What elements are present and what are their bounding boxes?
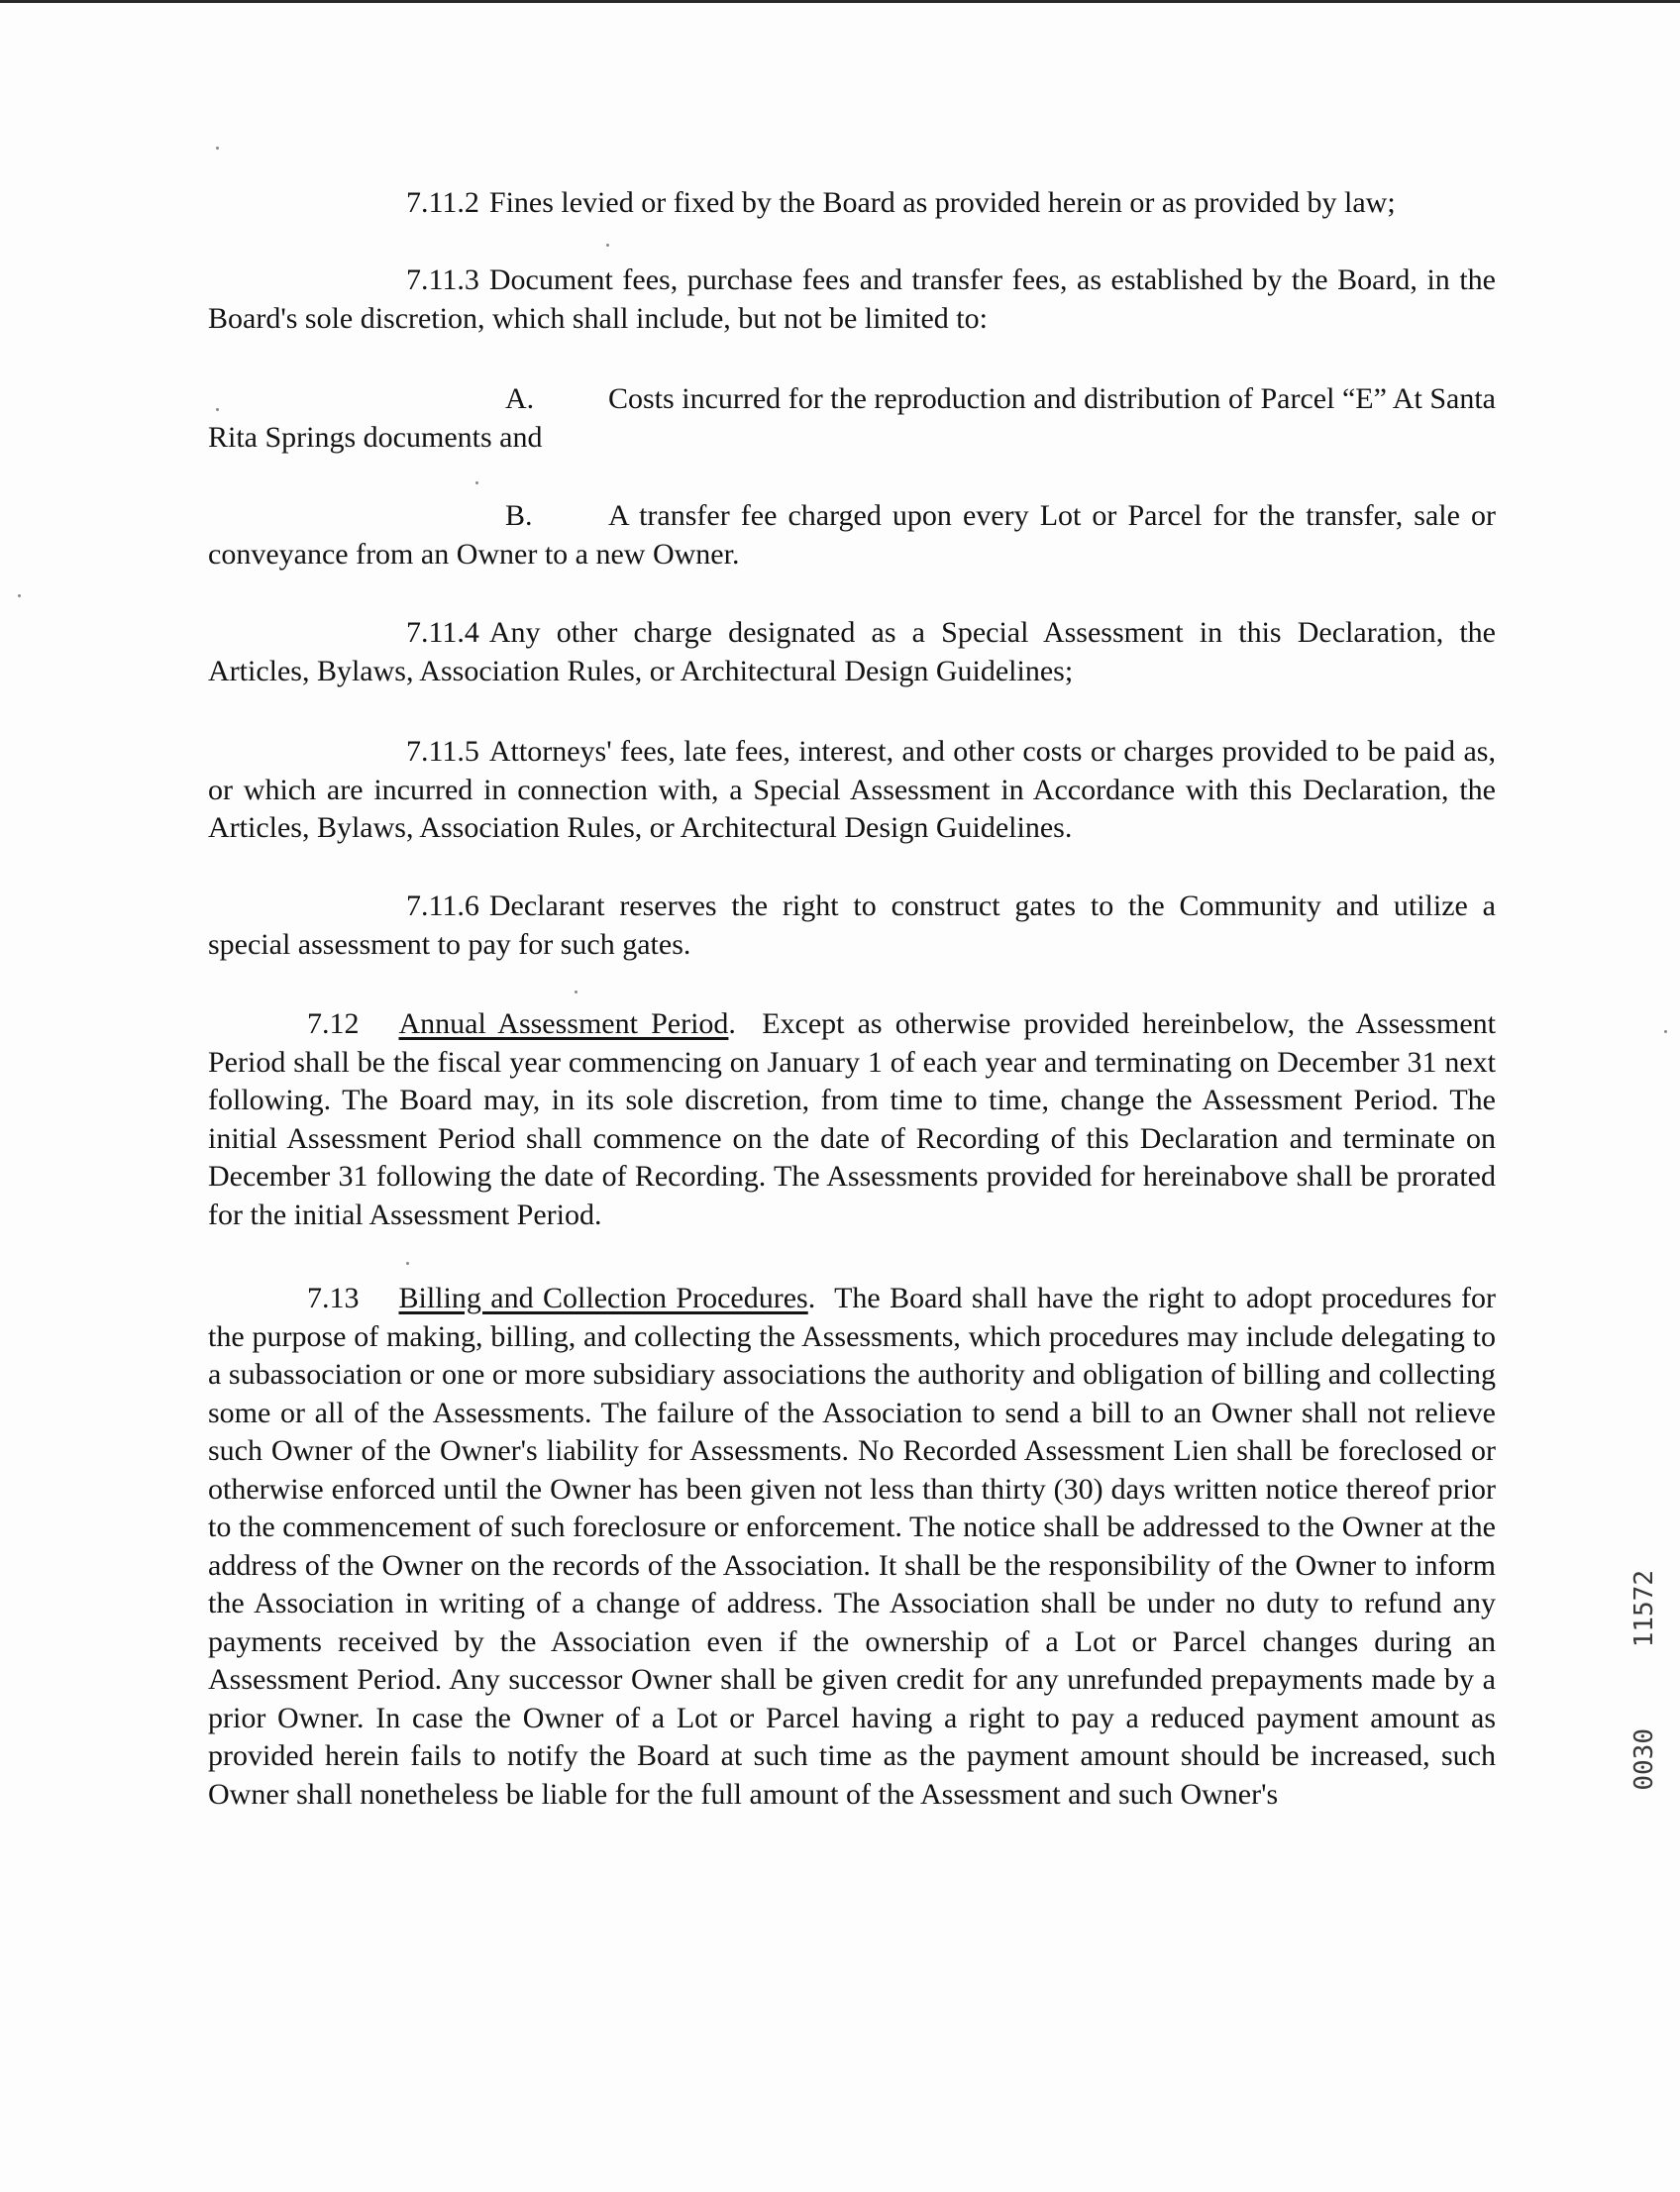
clause-7-11-2 [208, 184, 1496, 223]
sub-clause-letter: B. [505, 499, 533, 532]
section-number: 7.12 [307, 1007, 360, 1040]
clause-text: Declarant reserves the right to construct gates to the Community and utilize a special assessment to pay for such gates. [208, 889, 1496, 961]
section-heading: Annual Assessment Period [398, 1007, 729, 1040]
scan-speck [575, 991, 578, 993]
sub-clause-letter: A. [505, 382, 535, 415]
recording-stamp-bottom [1625, 1728, 1664, 1798]
clause-number: 7.11.2 [406, 186, 479, 219]
section-text: Except as otherwise provided hereinbelow, the Assessment Period shall be the fiscal year commencing on January 1 of each year and terminating on December 31 next following. The Board may, in its sole discretion, from time to time, change the Assessment Period. The initial Assessment Period shall commence on the date of Recording of this Declaration and terminate on December 31 following the date of Recording. The Assessments provided for hereinabove shall be prorated for the initial Assessment Period. [208, 1007, 1497, 1231]
clause-text: Costs incurred for the reproduction and distribution of Parcel “E” At Santa Rita Springs documents and [208, 382, 1496, 454]
scan-speck [1664, 1030, 1667, 1033]
scan-speck [606, 244, 609, 247]
clause-7-11-3 [208, 261, 1496, 338]
clause-text: Fines levied or fixed by the Board as provided herein or as provided by law; [488, 186, 1396, 219]
scan-speck [18, 594, 21, 597]
clause-7-11-6 [208, 887, 1496, 964]
section-7-13: 7.13 Billing and Collection Procedures. The Board shall have the right to adopt procedures for the purpose of making, billing, and collecting the Assessments, which procedures may include delegating to a subassociation or one or more subsidiary associations the authority and obligation of billing and collecting some or all of the Assessments. The failure of the Association to send a bill to an Owner shall not relieve such Owner of the Owner's liability for Assessments. No Recorded Assessment Lien shall be foreclosed or otherwise enforced until the Owner has been given not less than thirty (30) days written notice thereof prior to the commencement of such foreclosure or enforcement. The notice shall be addressed to the Owner at the address of the Owner on the records of the Association. It shall be the responsibility of the Owner to inform the Association in writing of a change of address. The Association shall be under no duty to refund any payments received by the Association even if the ownership of a Lot or Parcel changes during an Assessment Period. Any successor Owner shall be given credit for any unrefunded prepayments made by a prior Owner. In case the Owner of a Lot or Parcel having a right to pay a reduced payment amount as provided herein fails to notify the Board at such time as the payment amount should be increased, such Owner shall nonetheless be liable for the full amount of the Assessment and such Owner's [208, 1282, 1497, 1811]
clause-number: 7.11.3 [406, 263, 479, 296]
scan-speck [406, 1262, 409, 1265]
page-top-edge [0, 0, 1680, 3]
recording-stamp-top [1625, 1570, 1664, 1654]
scan-speck [475, 481, 478, 484]
section-number: 7.13 [307, 1282, 360, 1314]
clause-text: A transfer fee charged upon every Lot or Parcel for the transfer, sale or conveyance from an Owner to a new Owner. [208, 499, 1496, 571]
section-text: The Board shall have the right to adopt procedures for the purpose of making, billing, and collecting the Assessments, which procedures may include delegating to a subassociation or one or more subsidiary associations the authority and obligation of billing and collecting some or all of the Assessments. The failure of the Association to send a bill to an Owner shall not relieve such Owner of the Owner's liability for Assessments. No Recorded Assessment Lien shall be foreclosed or otherwise enforced until the Owner has been given not less than thirty (30) days written notice thereof prior to the commencement of such foreclosure or enforcement. The notice shall be addressed to the Owner at the address of the Owner on the records of the Association. It shall be the responsibility of the Owner to inform the Association in writing of a change of address. The Association shall be under no duty to refund any payments received by the Association even if the ownership of a Lot or Parcel changes during an Assessment Period. Any successor Owner shall be given credit for any unrefunded prepayments made by a prior Owner. In case the Owner of a Lot or Parcel having a right to pay a reduced payment amount as provided herein fails to notify the Board at such time as the payment amount should be increased, such Owner shall nonetheless be liable for the full amount of the Assessment and such Owner's [208, 1282, 1497, 1811]
scan-speck [216, 408, 219, 411]
recording-number-bottom: 0030 [1629, 1728, 1659, 1791]
sub-clause-b [208, 497, 1496, 574]
recording-number-top: 11572 [1629, 1570, 1659, 1648]
clause-text: Document fees, purchase fees and transfer fees, as established by the Board, in the Board's sole discretion, which shall include, but not be limited to: [208, 263, 1496, 335]
clause-7-11-4 [208, 614, 1496, 690]
clause-text: Any other charge designated as a Special Assessment in this Declaration, the Articles, Bylaws, Association Rules, or Architectural Design Guidelines; [208, 616, 1496, 687]
sub-clause-a [208, 380, 1496, 457]
clause-7-11-5 [208, 733, 1496, 848]
clause-number: 7.11.6 [406, 889, 479, 922]
clause-number: 7.11.4 [406, 616, 479, 649]
scan-speck [216, 147, 219, 150]
section-heading: Billing and Collection Procedures [398, 1282, 808, 1314]
clause-number: 7.11.5 [406, 735, 479, 768]
clause-text: Attorneys' fees, late fees, interest, and other costs or charges provided to be paid as, or which are incurred in connection with, a Special Assessment in Accordance with this Declaration, the Articles, Bylaws, Association Rules, or Architectural Design Guidelines. [208, 735, 1496, 844]
section-7-12: 7.12 Annual Assessment Period. Except as otherwise provided hereinbelow, the Assessment Period shall be the fiscal year commencing on January 1 of each year and terminating on December 31 next following. The Board may, in its sole discretion, from time to time, change the Assessment Period. The initial Assessment Period shall commence on the date of Recording of this Declaration and terminate on December 31 following the date of Recording. The Assessments provided for hereinabove shall be prorated for the initial Assessment Period. [208, 1007, 1497, 1231]
